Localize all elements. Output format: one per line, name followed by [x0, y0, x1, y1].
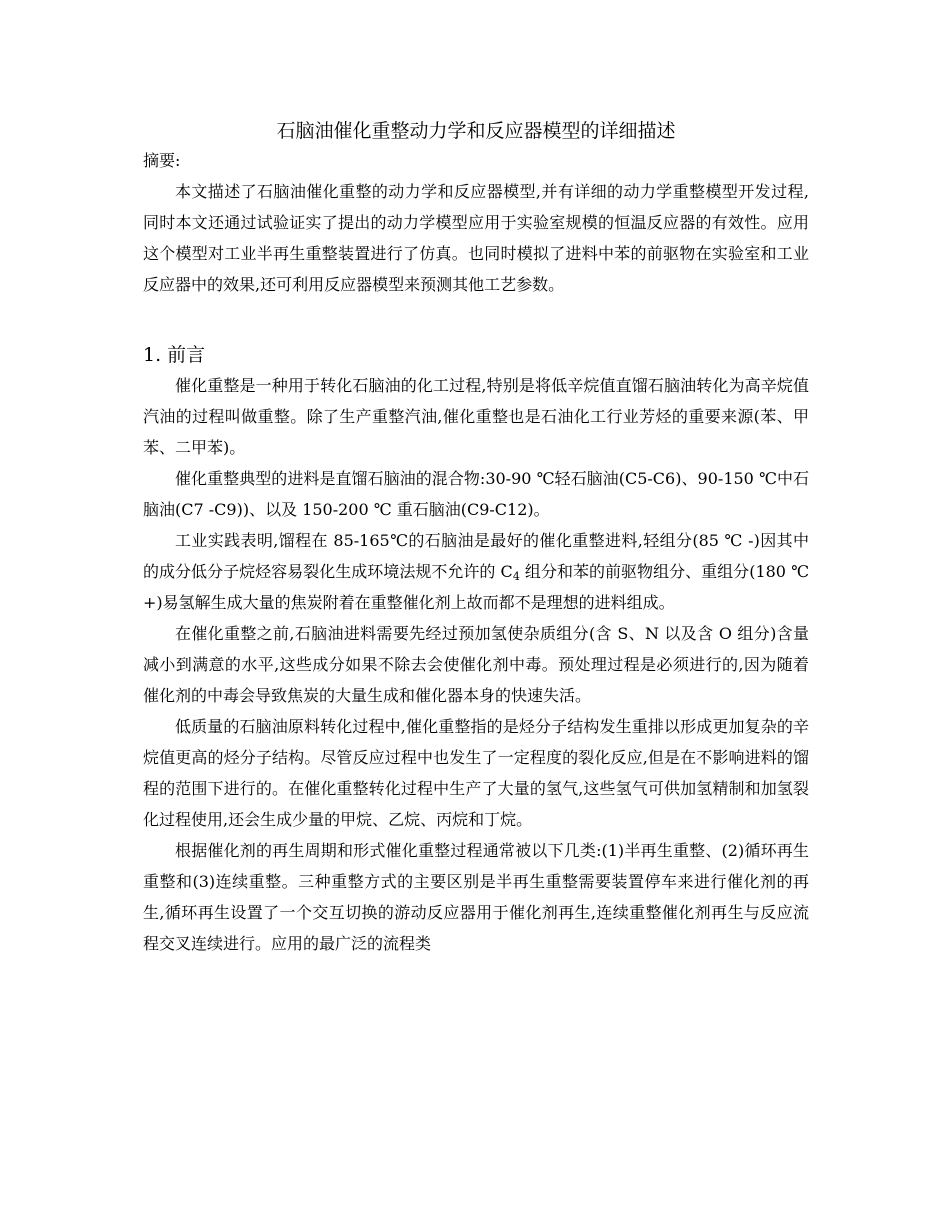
- intro-paragraph-3: [143, 525, 809, 618]
- subscript-4: 4: [512, 570, 520, 583]
- intro-paragraph-5: 低质量的石脑油原料转化过程中,催化重整指的是烃分子结构发生重排以形成更加复杂的辛烷值更高的烃分子结构。尽管反应过程中也发生了一定程度的裂化反应,但是在不影响进料的馏程的范围下进行的。在催化重整转化过程中生产了大量的氢气,这些氢气可供加氢精制和加氢裂化过程使用,还会生成少量的甲烷、乙烷、丙烷和丁烷。: [143, 717, 809, 829]
- intro-paragraph-3-part2: 组分和苯的前驱物组分、重组分(180 ℃ +)易氢解生成大量的焦炭附着在重整催化剂上故而都不是理想的进料组成。: [143, 562, 809, 612]
- abstract-label: 摘要:: [143, 151, 181, 170]
- intro-paragraph-4: 在催化重整之前,石脑油进料需要先经过预加氢使杂质组分(含 S、N 以及含 O 组分)含量减小到满意的水平,这些成分如果不除去会使催化剂中毒。预处理过程是必须进行的,因为随着催化剂的中毒会导致焦炭的大量生成和催化器本身的快速失活。: [143, 624, 809, 705]
- section-heading-introduction: 1. 前言: [143, 344, 206, 366]
- intro-paragraph-2: 催化重整典型的进料是直馏石脑油的混合物:30-90 ℃轻石脑油(C5-C6)、90-150 ℃中石脑油(C7 -C9))、以及 150-200 ℃ 重石脑油(C9-C12)。: [143, 469, 809, 519]
- intro-paragraph-1: 催化重整是一种用于转化石脑油的化工过程,特别是将低辛烷值直馏石脑油转化为高辛烷值汽油的过程叫做重整。除了生产重整汽油,催化重整也是石油化工行业芳烃的重要来源(苯、甲苯、二甲苯)。: [143, 376, 809, 457]
- intro-paragraph-3-part1: 工业实践表明,馏程在 85-165℃的石脑油是最好的催化重整进料,轻组分(85 ℃ -)因其中的成分低分子烷烃容易裂化生成环境法规不允许的 C: [143, 531, 809, 581]
- document-body: [143, 116, 809, 959]
- intro-paragraph-6: 根据催化剂的再生周期和形式催化重整过程通常被以下几类:(1)半再生重整、(2)循环再生重整和(3)连续重整。三种重整方式的主要区别是半再生重整需要装置停车来进行催化剂的再生,循环再生设置了一个交互切换的游动反应器用于催化剂再生,连续重整催化剂再生与反应流程交叉连续进行。应用的最广泛的流程类: [143, 841, 809, 953]
- abstract-paragraph: 本文描述了石脑油催化重整的动力学和反应器模型,并有详细的动力学重整模型开发过程,同时本文还通过试验证实了提出的动力学模型应用于实验室规模的恒温反应器的有效性。应用这个模型对工业半再生重整装置进行了仿真。也同时模拟了进料中苯的前驱物在实验室和工业反应器中的效果,还可利用反应器模型来预测其他工艺参数。: [143, 182, 809, 294]
- document-title: 石脑油催化重整动力学和反应器模型的详细描述: [276, 120, 676, 142]
